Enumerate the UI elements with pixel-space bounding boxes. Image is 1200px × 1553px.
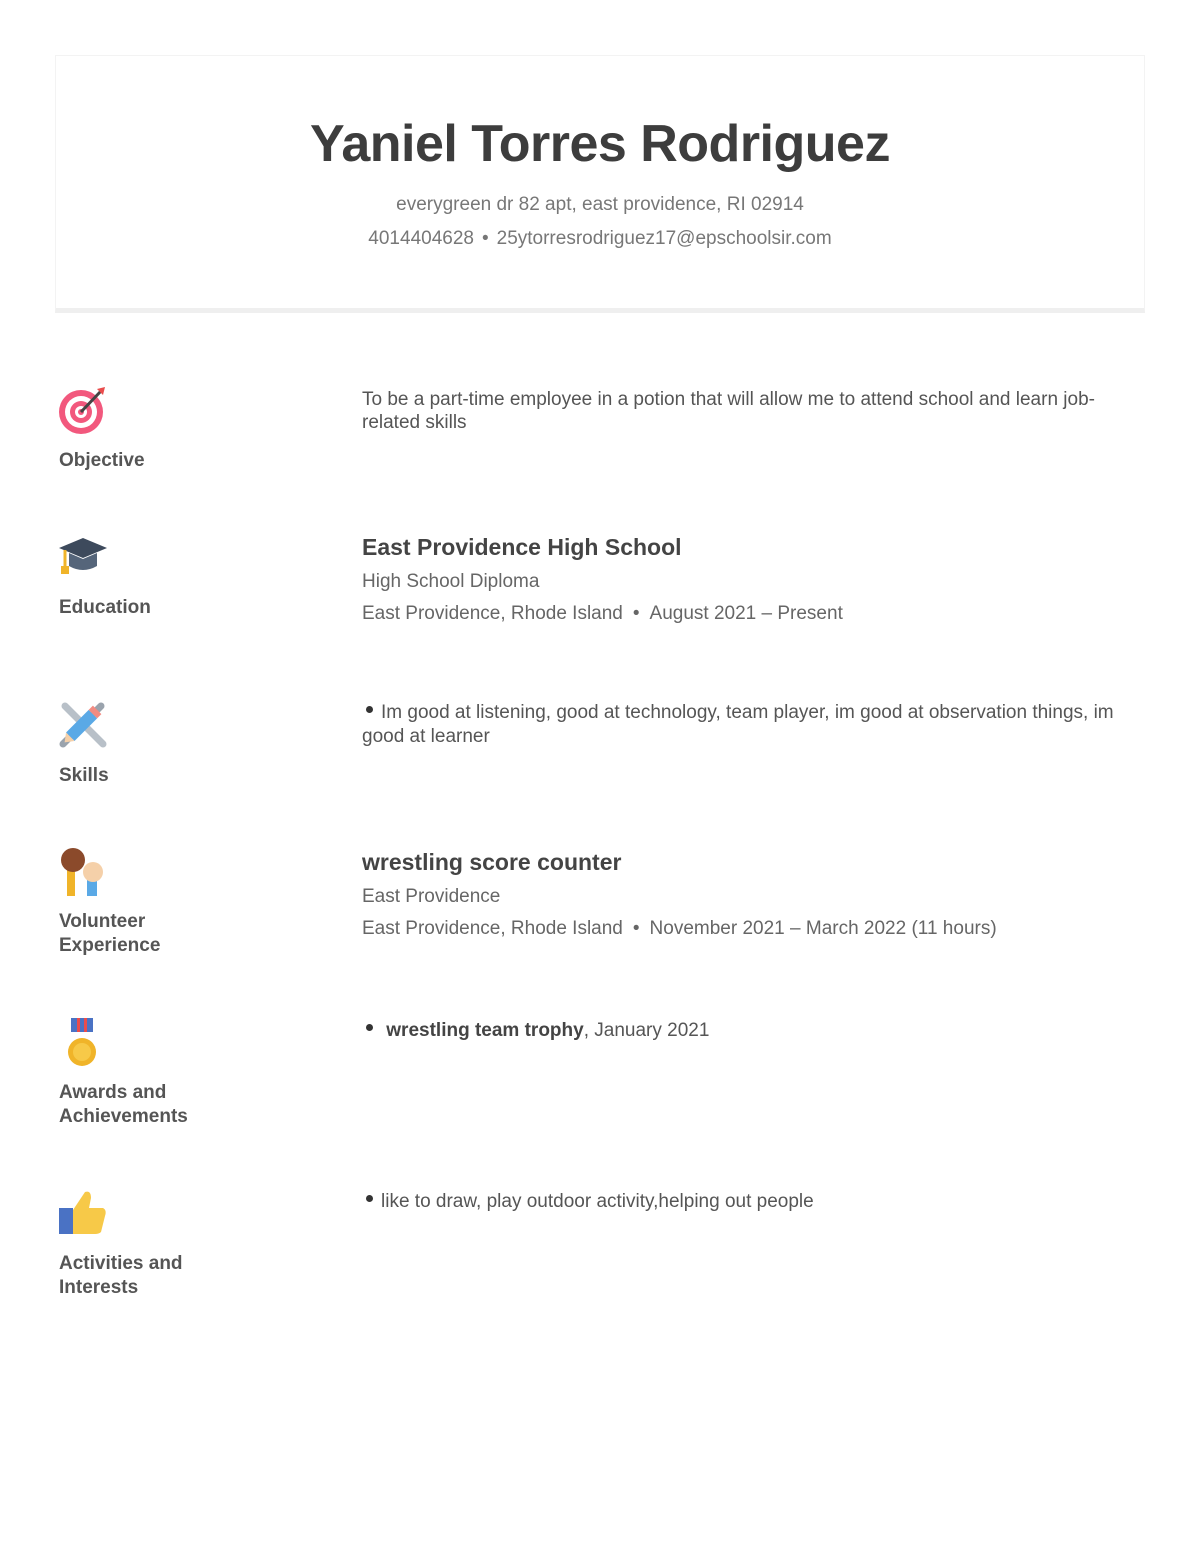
target-icon	[57, 385, 109, 437]
section-label: Education	[59, 597, 151, 618]
location: East Providence, Rhode Island	[362, 603, 623, 624]
section-label: Skills	[59, 765, 109, 786]
dates: November 2021 – March 2022 (11 hours)	[649, 918, 997, 939]
bullet-icon	[366, 1195, 373, 1202]
phone: 4014404628	[368, 228, 474, 249]
section-label: Activities and Interests	[59, 1253, 183, 1298]
raised-hands-icon	[57, 846, 109, 898]
email: 25ytorresrodriguez17@epschoolsir.com	[496, 228, 832, 249]
activities-content	[362, 1190, 1142, 1214]
thumbs-up-icon	[57, 1188, 109, 1240]
school-name: East Providence High School	[362, 534, 682, 560]
dates: August 2021 – Present	[649, 603, 843, 624]
separator: •	[481, 228, 489, 249]
list-item	[362, 1019, 1142, 1043]
section-label: Awards and Achievements	[59, 1082, 188, 1127]
resume-header	[55, 55, 1145, 313]
volunteer-meta	[362, 918, 1142, 940]
medal-icon	[57, 1016, 109, 1068]
objective-content	[362, 388, 1142, 434]
section-label: Volunteer Experience	[59, 911, 161, 956]
skills-content	[362, 701, 1142, 749]
address: everygreen dr 82 apt, east providence, RI 02914	[396, 194, 804, 215]
list-item	[362, 1190, 1142, 1214]
separator: •	[632, 918, 640, 939]
bullet-icon	[366, 706, 373, 713]
activities-text: like to draw, play outdoor activity,helping out people	[381, 1191, 814, 1212]
education-meta	[362, 603, 1142, 625]
contact-line	[56, 228, 1144, 250]
skills-text: Im good at listening, good at technology, team player, im good at observation things, im good at learner	[362, 702, 1114, 747]
tools-pencil-icon	[57, 698, 109, 750]
objective-text: To be a part-time employee in a potion that will allow me to attend school and learn job-related skills	[362, 389, 1095, 433]
section-label: Objective	[59, 450, 145, 471]
awards-content	[362, 1019, 1142, 1043]
bullet-icon	[366, 1024, 373, 1031]
graduation-cap-icon	[57, 532, 109, 584]
award-date: , January 2021	[583, 1020, 710, 1041]
award-name: wrestling team trophy	[386, 1020, 584, 1041]
education-content	[362, 534, 1142, 625]
separator: •	[632, 603, 640, 624]
candidate-name: Yaniel Torres Rodriguez	[310, 115, 890, 173]
role: wrestling score counter	[362, 849, 622, 875]
degree: High School Diploma	[362, 571, 540, 592]
volunteer-content	[362, 849, 1142, 940]
location: East Providence, Rhode Island	[362, 918, 623, 939]
organization: East Providence	[362, 886, 501, 907]
list-item	[362, 701, 1142, 749]
